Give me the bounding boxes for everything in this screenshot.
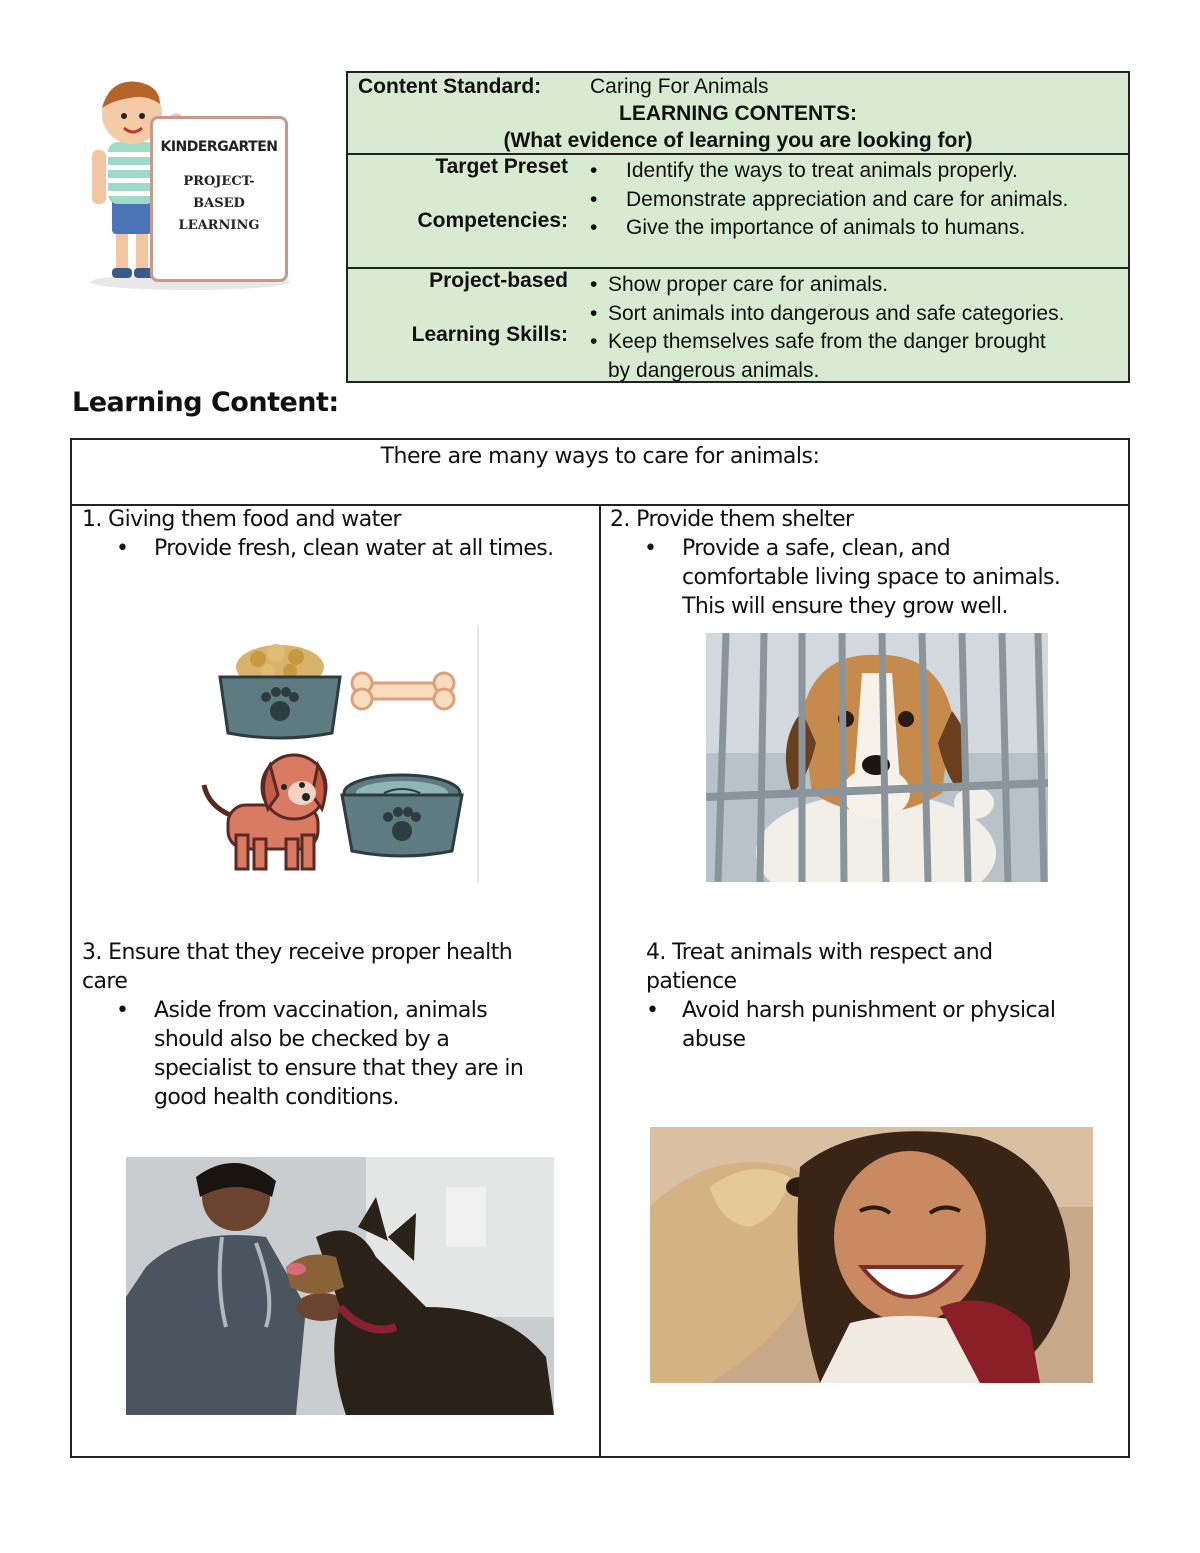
standards-table: [346, 71, 1130, 383]
section-title: 3. Ensure that they receive proper health: [82, 940, 513, 965]
learning-contents-heading: LEARNING CONTENTS:: [619, 102, 857, 125]
woman-hugging-dog-photo: [650, 1127, 1093, 1383]
bone-icon: [352, 673, 454, 709]
water-bowl-icon: [342, 775, 462, 856]
bullet-icon: •: [590, 273, 598, 296]
bullet-icon: •: [590, 330, 598, 353]
list-item-text: This will ensure they grow well.: [682, 594, 1008, 619]
list-item-text: specialist to ensure that they are in: [154, 1056, 524, 1081]
list-item: [610, 534, 1120, 621]
list-item-text: good health conditions.: [154, 1085, 399, 1110]
bullet-icon: •: [116, 536, 129, 561]
section-title: 2. Provide them shelter: [610, 507, 854, 532]
list-item: [646, 996, 1120, 1054]
list-item: [590, 186, 1068, 215]
bullet-icon: •: [590, 187, 598, 211]
content-standard-row: [348, 73, 1128, 155]
list-item-text: should also be checked by a: [154, 1027, 450, 1052]
list-item-text: by dangerous animals.: [608, 358, 820, 382]
section-respect-patience: [646, 938, 1120, 1054]
bullet-icon: •: [590, 159, 598, 182]
list-item-text: Keep themselves safe from the danger brought: [608, 330, 1046, 353]
competencies-list: [590, 157, 1068, 243]
list-item: [590, 271, 1064, 300]
bullet-icon: •: [590, 216, 598, 239]
list-item-text: comfortable living space to animals.: [682, 565, 1061, 590]
list-item: [82, 534, 592, 563]
section-food-water: [82, 505, 592, 563]
list-item: [590, 157, 1068, 186]
project-based-label: Project-based: [429, 269, 568, 292]
bullet-icon: •: [646, 998, 659, 1023]
learning-content-heading: Learning Content:: [72, 387, 339, 418]
list-item: [590, 328, 1064, 357]
competencies-label: Competencies:: [417, 209, 568, 232]
list-item-text: Avoid harsh punishment or physical: [682, 998, 1056, 1023]
competencies-row: [348, 155, 1128, 269]
section-title: 4. Treat animals with respect and: [646, 940, 993, 965]
list-item-text: Give the importance of animals to humans.: [626, 216, 1026, 239]
puppy-icon: [204, 755, 326, 869]
logo-subtitle: [153, 171, 285, 237]
logo-line: LEARNING: [178, 218, 260, 233]
list-item-text: Sort animals into dangerous and safe categories.: [608, 301, 1065, 325]
content-standard-label: Content Standard:: [358, 75, 542, 98]
column-divider: [599, 506, 601, 1456]
list-item-text: abuse: [682, 1027, 746, 1052]
food-water-illustration: [198, 625, 480, 883]
list-item-text: Aside from vaccination, animals: [154, 998, 488, 1023]
list-item-text: Demonstrate appreciation and care for animals.: [626, 187, 1069, 211]
list-item-text: Show proper care for animals.: [608, 273, 889, 296]
bullet-icon: •: [590, 301, 598, 325]
skills-list: [590, 271, 1064, 385]
kindergarten-logo: [80, 70, 310, 300]
list-item-text: Provide fresh, clean water at all times.: [154, 536, 554, 561]
section-title: 1. Giving them food and water: [82, 507, 401, 532]
food-bowl-icon: [220, 644, 340, 738]
puppy-in-shelter-photo: [706, 633, 1048, 882]
vet-checkup-photo: [126, 1157, 554, 1415]
content-standard-value: Caring For Animals: [590, 75, 769, 98]
skills-row: [348, 269, 1128, 383]
logo-board: [150, 116, 288, 282]
list-item: [590, 214, 1068, 243]
list-item-text: Provide a safe, clean, and: [682, 536, 951, 561]
bullet-icon: •: [644, 536, 657, 561]
section-health-care: [82, 938, 592, 1112]
list-item-continuation: [590, 357, 1064, 386]
logo-line: PROJECT-: [183, 174, 255, 189]
target-preset-label: Target Preset: [435, 155, 568, 178]
list-item: [590, 300, 1064, 329]
section-shelter: [610, 505, 1120, 621]
evidence-subheading: (What evidence of learning you are looking for): [503, 129, 973, 152]
learning-skills-label: Learning Skills:: [411, 323, 568, 346]
bullet-icon: •: [116, 998, 129, 1023]
section-title: care: [82, 969, 128, 994]
list-item-text: Identify the ways to treat animals properly.: [626, 159, 1018, 182]
intro-cell: There are many ways to care for animals:: [72, 440, 1128, 506]
logo-title: KINDERGARTEN: [160, 139, 278, 155]
logo-line: BASED: [193, 196, 245, 211]
list-item: [82, 996, 592, 1112]
section-title: patience: [646, 969, 737, 994]
